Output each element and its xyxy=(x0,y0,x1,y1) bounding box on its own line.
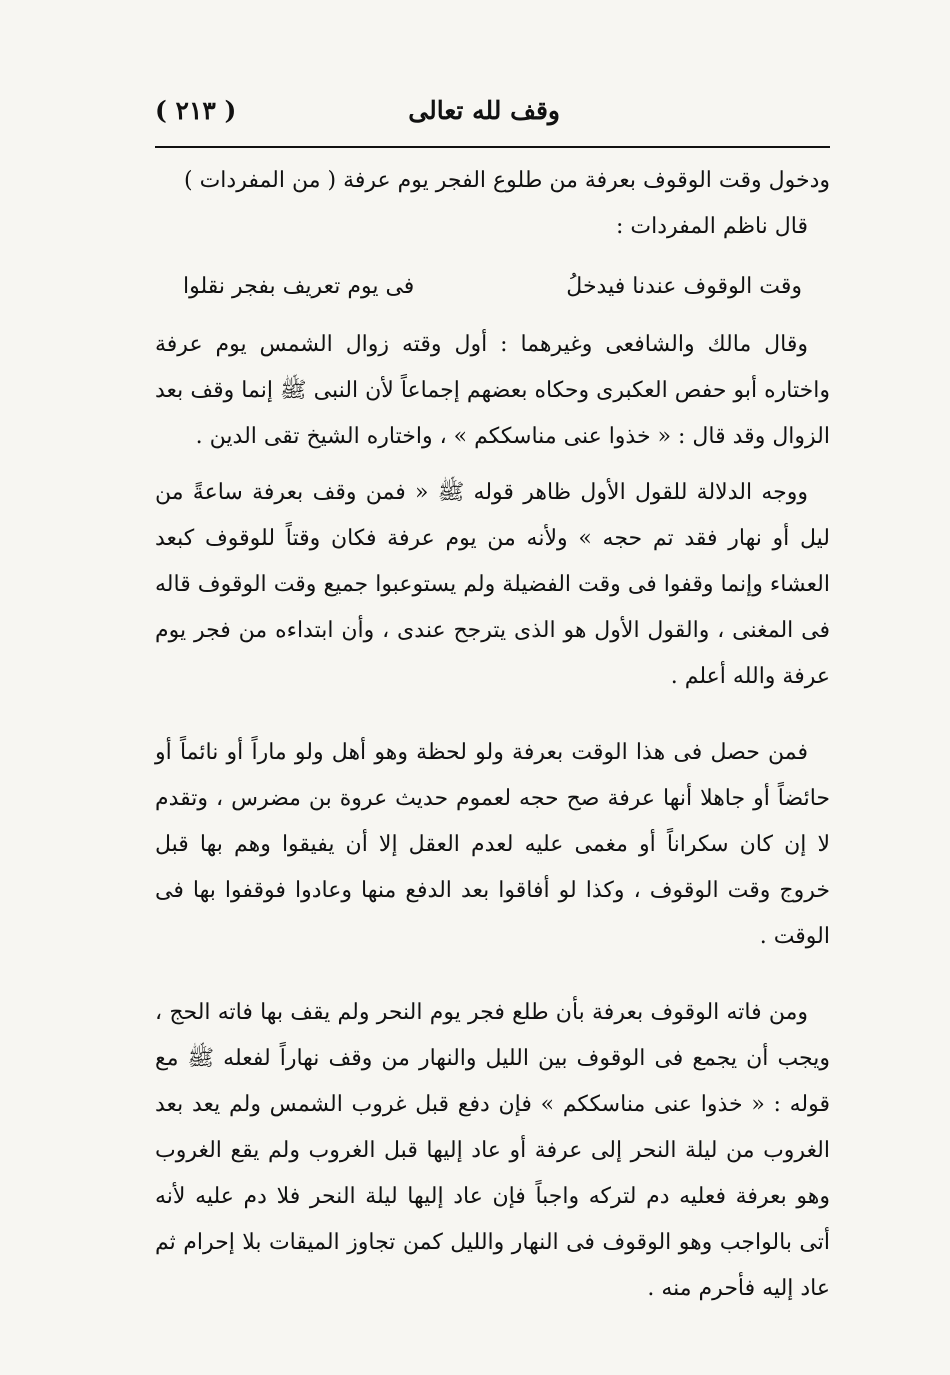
header-rule xyxy=(155,146,830,148)
paragraph-intro: ودخول وقت الوقوف بعرفة من طلوع الفجر يوم عرفة ( من المفردات ) xyxy=(184,168,830,193)
paragraph-missed-standing: ومن فاته الوقوف بعرفة بأن طلع فجر يوم النحر ولم يقف بها فاته الحج ، ويجب أن يجمع فى الوقوف بين الليل والنهار من وقف نهاراً لفعله ﷺ مع قوله : « خذوا عنى مناسككم » فإن دفع قبل غروب الشمس ولم يعد بعد الغروب من ليلة النحر إلى عرفة أو عاد إليها قبل الغروب ولم يقع الغروب وهو بعرفة فعليه دم لتركه واجباً فإن عاد إليها ليلة النحر فلا دم عليه لأنه أتى بالواجب وهو الوقوف فى النهار والليل كمن تجاوز الميقات بلا إحرام ثم عاد إليه فأحرم منه . xyxy=(155,1000,830,1301)
spacer xyxy=(155,960,830,990)
page-number: ( ٢١٣ ) xyxy=(155,96,237,125)
verse-hemistich-right: وقت الوقوف عندنا فيدخلُ xyxy=(566,274,802,299)
paragraph-attribution: قال ناظم المفردات : xyxy=(616,214,808,239)
verse-hemistich-left: فى يوم تعريف بفجر نقلوا xyxy=(183,274,415,299)
paragraph-malik-shafii: وقال مالك والشافعى وغيرهما : أول وقته زوال الشمس يوم عرفة واختاره أبو حفص العكبرى وحكاه بعضهم إجماعاً لأن النبى ﷺ إنما وقف بعد الزوال وقد قال : « خذوا عنى مناسككم » ، واختاره الشيخ تقى الدين . xyxy=(155,332,830,449)
paragraph-evidence: ووجه الدلالة للقول الأول ظاهر قوله ﷺ « فمن وقف بعرفة ساعةً من ليل أو نهار فقد تم حجه » ولأنه من يوم عرفة فكان وقتاً للوقوف كبعد العشاء وإنما وقفوا فى وقت الفضيلة ولم يستوعبوا جميع وقت الوقوف قاله فى المغنى ، والقول الأول هو الذى يترجح عندى ، وأن ابتداءه من فجر يوم عرفة والله أعلم . xyxy=(155,480,830,689)
spacer xyxy=(155,700,830,730)
running-title: وقف لله تعالى xyxy=(408,96,560,125)
poem-verse xyxy=(155,264,830,310)
page-header xyxy=(155,92,815,142)
spacer xyxy=(155,460,830,470)
page-body xyxy=(155,158,830,1312)
paragraph-presence: فمن حصل فى هذا الوقت بعرفة ولو لحظة وهو أهل ولو ماراً أو نائماً أو حائضاً أو جاهلا أنها عرفة صح حجه لعموم حديث عروة بن مضرس ، وتقدم لا إن كان سكراناً أو مغمى عليه لعدم العقل إلا أن يفيقوا وهم بها قبل خروج وقت الوقوف ، وكذا لو أفاقوا بعد الدفع منها وعادوا فوقفوا بها فى الوقت . xyxy=(155,740,830,949)
